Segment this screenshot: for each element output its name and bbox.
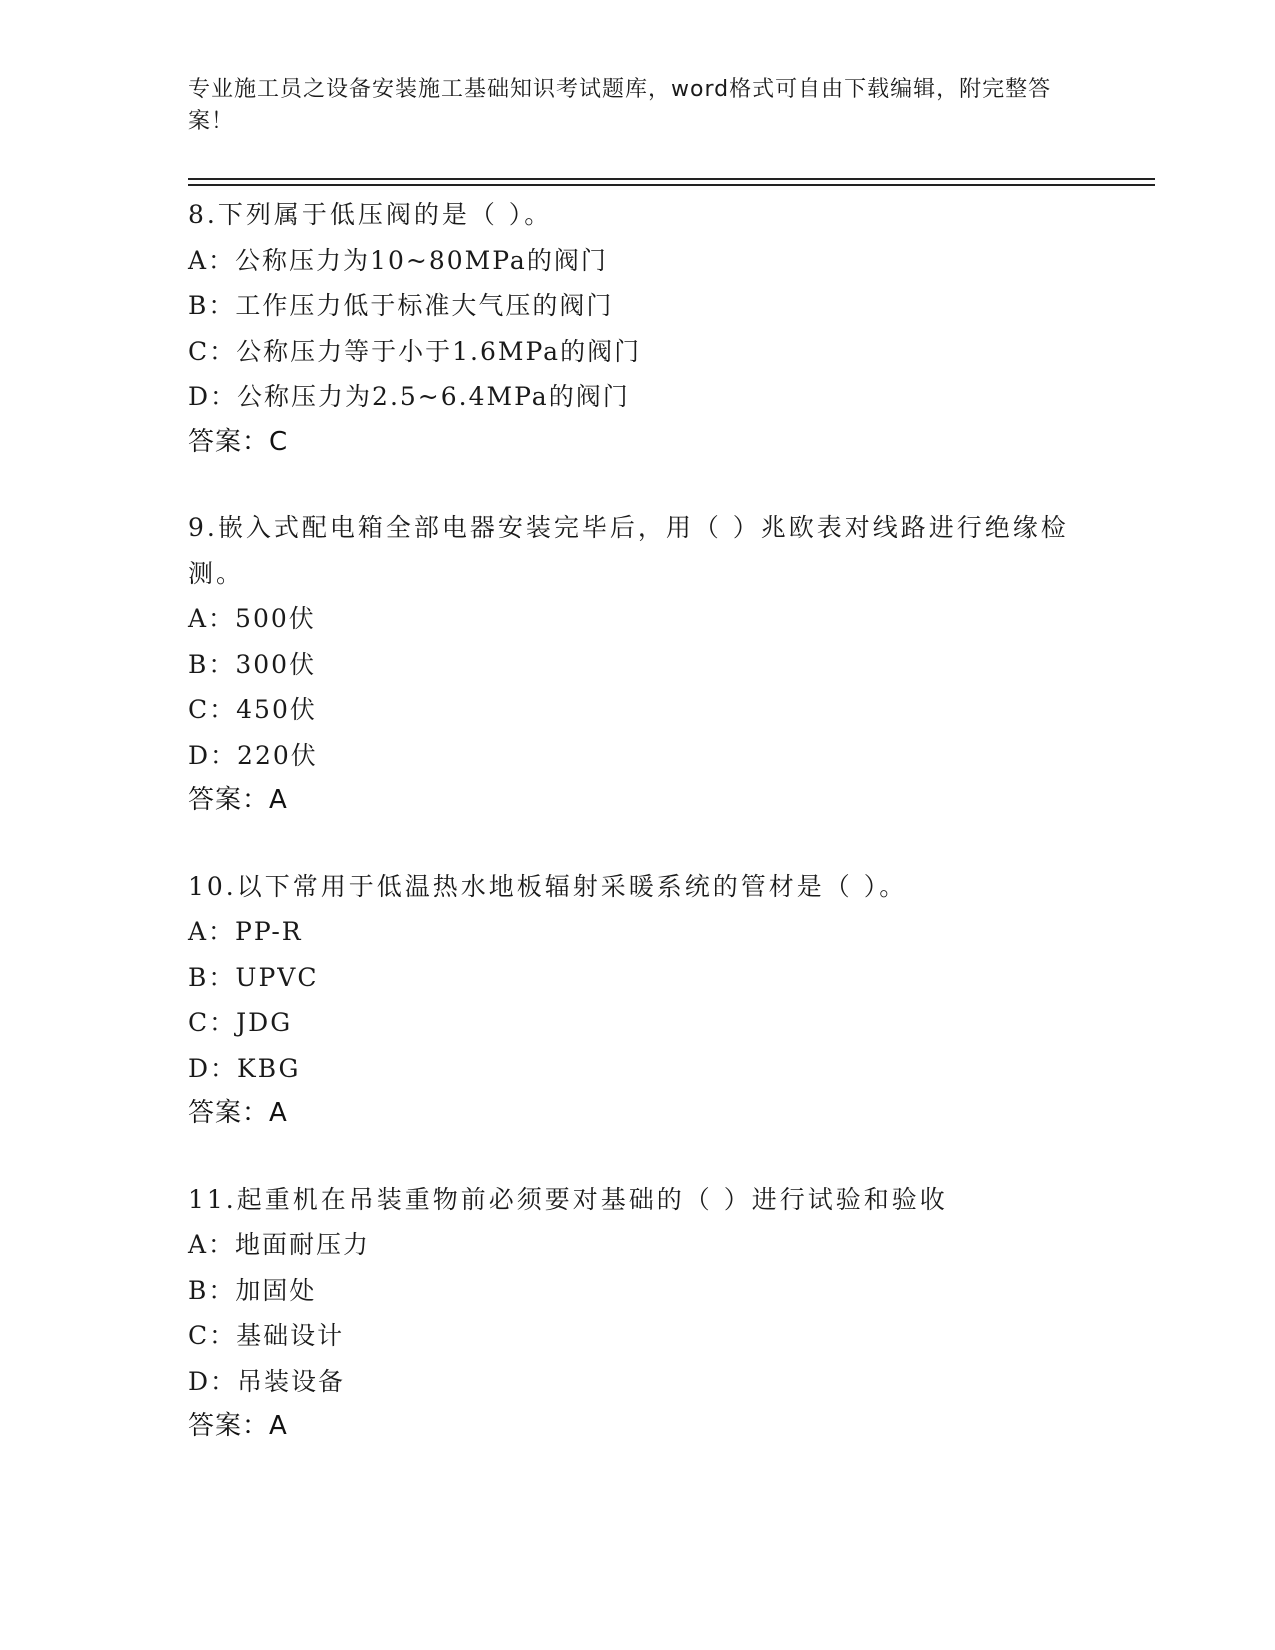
option-d: D：公称压力为2.5~6.4MPa的阀门 <box>188 382 630 411</box>
question-stem: 8.下列属于低压阀的是（ ）。 <box>188 200 553 229</box>
option-a: A：PP-R <box>188 917 303 946</box>
option-a: A：地面耐压力 <box>188 1230 371 1259</box>
option-c: C：JDG <box>188 1008 293 1037</box>
question-list <box>188 192 1088 1490</box>
question-8 <box>188 192 1088 465</box>
question-stem: 11.起重机在吊装重物前必须要对基础的（ ）进行试验和验收 <box>188 1184 948 1214</box>
question-10 <box>188 864 1088 1137</box>
document-header: 专业施工员之设备安装施工基础知识考试题库，word格式可自由下载编辑，附完整答案！ <box>188 77 1052 134</box>
option-b: B：加固处 <box>188 1275 317 1305</box>
question-11 <box>188 1177 1088 1450</box>
option-c: C：450伏 <box>188 695 317 724</box>
question-9 <box>188 505 1088 824</box>
option-a: A：500伏 <box>188 604 316 633</box>
question-stem: 10.以下常用于低温热水地板辐射采暖系统的管材是（ ）。 <box>188 871 908 901</box>
question-stem: 9.嵌入式配电箱全部电器安装完毕后，用（ ）兆欧表对线路进行绝缘检测。 <box>188 513 1069 588</box>
option-d: D：220伏 <box>188 740 318 770</box>
option-c: C：基础设计 <box>188 1321 345 1350</box>
option-a: A：公称压力为10~80MPa的阀门 <box>188 245 608 275</box>
option-b: B：工作压力低于标准大气压的阀门 <box>188 291 614 320</box>
answer: 答案：A <box>188 785 288 815</box>
header-divider-top <box>188 178 1155 180</box>
option-d: D：KBG <box>188 1053 301 1083</box>
option-b: B：UPVC <box>188 962 319 992</box>
header-divider-bottom <box>188 184 1155 186</box>
option-b: B：300伏 <box>188 649 317 679</box>
answer: 答案：C <box>188 426 289 457</box>
answer: 答案：A <box>188 1098 288 1128</box>
option-c: C：公称压力等于小于1.6MPa的阀门 <box>188 336 642 366</box>
answer: 答案：A <box>188 1411 288 1441</box>
option-d: D：吊装设备 <box>188 1366 346 1396</box>
